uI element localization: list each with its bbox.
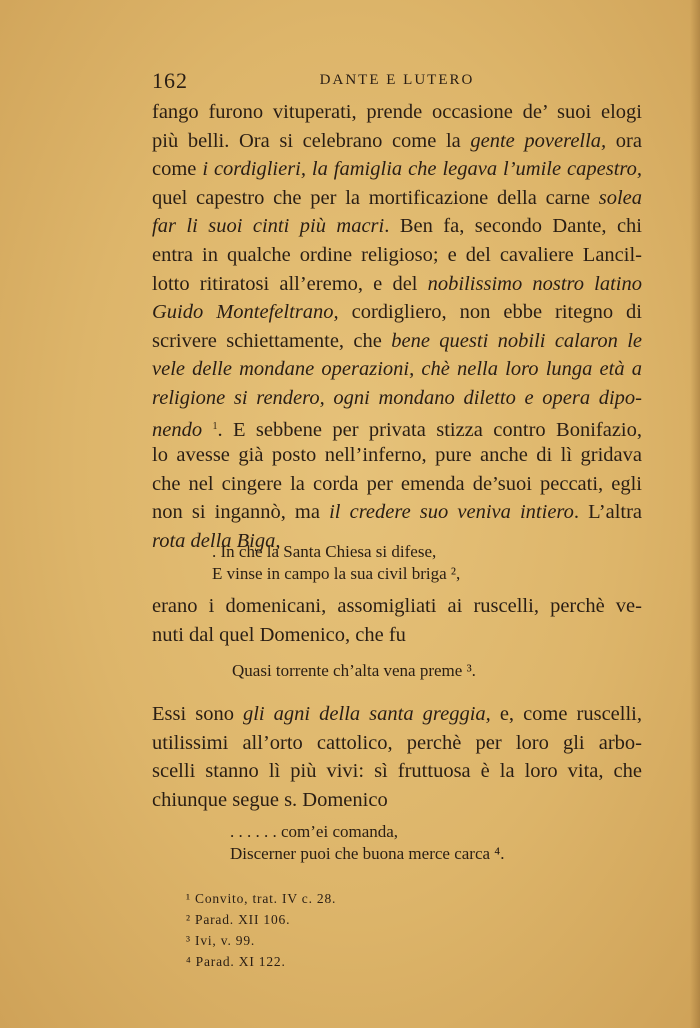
text-line xyxy=(152,212,642,241)
verse-quotation-3 xyxy=(230,821,504,865)
text-run: cordigliero, non ebbe ritegno di xyxy=(338,301,642,324)
text-run: . E sebbene per privata stizza contro Bonifazio, xyxy=(217,418,642,441)
text-line xyxy=(152,127,642,156)
italic-run: bene questi nobili calaron le xyxy=(391,329,642,352)
footnote: ¹ Convito, trat. IV c. 28. xyxy=(186,891,337,906)
text-line xyxy=(152,470,642,499)
text-run: lo avesse già posto nell’inferno, pure anche di lì gridava xyxy=(152,444,642,467)
text-run: entra in qualche ordine religioso; e del cavaliere Lancil- xyxy=(152,243,642,266)
text-run: non si ingannò, ma xyxy=(152,501,330,524)
text-line xyxy=(152,757,642,786)
running-head: DANTE E LUTERO xyxy=(319,72,475,88)
text-line xyxy=(152,270,642,299)
italic-run: solea xyxy=(598,186,642,209)
text-run: . Ben fa, secondo Dante, chi xyxy=(384,215,642,238)
text-line xyxy=(152,700,642,729)
footnote: ³ Ivi, v. 99. xyxy=(186,933,256,948)
text-line xyxy=(152,298,642,327)
footnote: ² Parad. XII 106. xyxy=(186,912,291,927)
verse-line: E vinse in campo la sua civil briga ², xyxy=(212,564,461,583)
text-run: nuti dal quel Domenico, che fu xyxy=(152,623,406,646)
text-run xyxy=(202,419,212,441)
text-line xyxy=(152,98,642,127)
verse-line: Quasi torrente ch’alta vena preme ³. xyxy=(232,661,476,680)
second-paragraph xyxy=(152,592,642,649)
text-line xyxy=(152,592,642,621)
italic-run: Guido Montefeltrano, xyxy=(152,301,339,324)
verse-quotation-2 xyxy=(232,660,476,682)
text-run: chiunque segue s. Domenico xyxy=(152,788,388,811)
italic-run: gente poverella, xyxy=(470,129,607,152)
italic-run: nendo xyxy=(152,418,203,441)
text-run: ora xyxy=(606,129,642,152)
footnote: ⁴ Parad. XI 122. xyxy=(186,954,286,969)
text-run: scelli stanno lì più vivi: sì fruttuosa è la loro vita, che xyxy=(152,760,642,783)
third-paragraph xyxy=(152,700,642,814)
text-line xyxy=(152,155,642,184)
verse-line: Discerner puoi che buona merce carca ⁴. xyxy=(230,844,505,863)
text-line xyxy=(152,786,642,815)
verse-line: . . . . . . com’ei comanda, xyxy=(230,822,399,841)
text-run: che nel cingere la corda per emenda de’suoi peccati, egli xyxy=(152,472,642,495)
text-run: scrivere schiettamente, che xyxy=(152,329,392,352)
text-run: quel capestro che per la mortificazione della carne xyxy=(152,186,599,209)
text-run: e, come ruscelli, xyxy=(490,703,642,725)
text-line xyxy=(152,621,642,650)
italic-run: il credere suo veniva intiero xyxy=(329,501,574,524)
verse-line: . In che la Santa Chiesa si difese, xyxy=(212,542,437,561)
main-paragraph xyxy=(152,98,642,556)
italic-run: religione si rendero, ogni mondano diletto e opera dipo- xyxy=(152,386,642,409)
text-run: più belli. Ora si celebrano come la xyxy=(152,129,471,152)
italic-run: vele delle mondane operazioni, chè nella loro lunga età a xyxy=(152,358,642,381)
text-run: utilissimi all’orto cattolico, perchè per loro gli arbo- xyxy=(152,731,642,754)
footnotes xyxy=(186,888,336,972)
text-line xyxy=(152,184,642,213)
text-run: erano i domenicani, assomigliati ai ruscelli, perchè ve- xyxy=(152,595,642,617)
text-run: come xyxy=(152,158,203,181)
page-header xyxy=(152,68,642,94)
text-run: Essi sono xyxy=(152,703,243,725)
text-run: lotto ritiratosi all’eremo, e del xyxy=(152,272,428,295)
verse-quotation-1 xyxy=(212,541,460,585)
text-line xyxy=(152,498,642,527)
text-line xyxy=(152,413,642,442)
text-run: . L’altra xyxy=(573,501,643,524)
italic-run: nobilissimo nostro latino xyxy=(427,272,642,295)
italic-run: gli agni della santa greggia, xyxy=(242,703,491,725)
text-line xyxy=(152,241,642,270)
text-line xyxy=(152,729,642,758)
page-edge-shadow xyxy=(690,0,700,1028)
italic-run: rota della Biga, xyxy=(152,529,281,552)
text-line xyxy=(152,441,642,470)
italic-run: far li suoi cinti più macri xyxy=(152,215,385,238)
text-line xyxy=(152,327,642,356)
italic-run: i cordiglieri, la famiglia che legava l’umile capestro, xyxy=(202,158,642,181)
text-run: fango furono vituperati, prende occasione de’ suoi elogi xyxy=(152,101,642,123)
text-line xyxy=(152,384,642,413)
footnote-ref: 1 xyxy=(212,420,218,432)
page-number: 162 xyxy=(152,68,188,93)
text-line xyxy=(152,355,642,384)
